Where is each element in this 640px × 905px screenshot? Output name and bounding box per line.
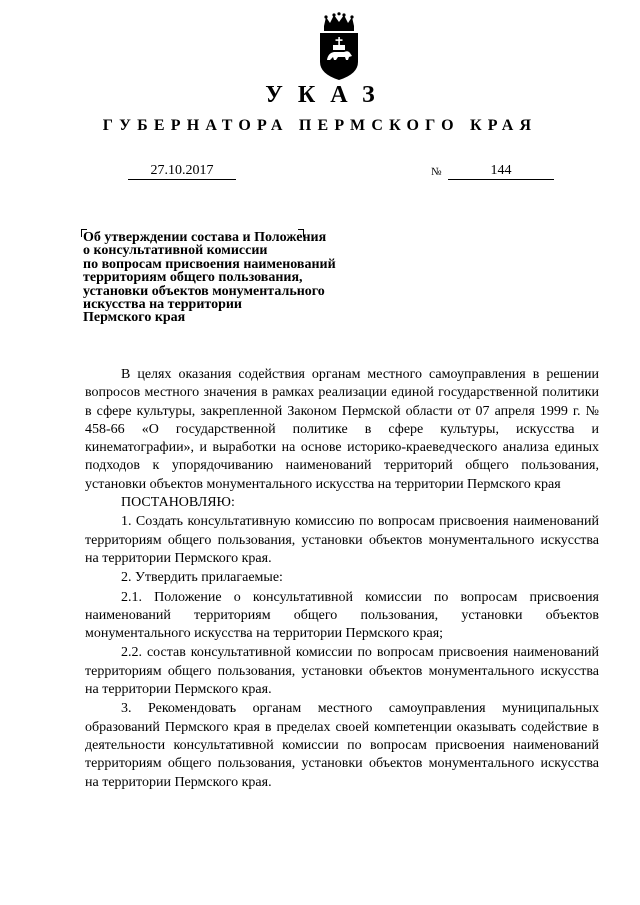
subject-line: искусства на территории <box>83 297 242 313</box>
subject-line: по вопросам присвоения наименований <box>83 256 336 272</box>
document-date: 27.10.2017 <box>128 162 236 180</box>
subject-line: территориям общего пользования, <box>83 270 303 286</box>
subject-line: Пермского края <box>83 310 186 326</box>
document-number: 144 <box>448 162 554 180</box>
document-body <box>85 366 599 792</box>
subject-line: о консультативной комиссии <box>83 243 268 259</box>
decree-heading: ПОСТАНОВЛЯЮ: <box>121 495 235 511</box>
item-1-paragraph: 1. Создать консультативную комиссию по вопросам присвоения наименований территориям общего пользования, установки объектов монументального искусства на территории Пермского края. <box>85 514 599 566</box>
item-3-paragraph: 3. Рекомендовать органам местного самоуправления муниципальных образований Пермского края в пределах своей компетенции оказывать содействие в деятельности консультативной комиссии по вопросам присвоения наименований территориям общего пользования, установки объектов монументального искусства на территории Пермского края. <box>85 701 599 790</box>
item-2-2-paragraph: 2.2. состав консультативной комиссии по вопросам присвоения наименований территориям общего пользования, установки объектов монументального искусства на территории Пермского края. <box>85 645 599 698</box>
document-subject <box>83 231 383 325</box>
subject-line: Об утверждении состава и Положения <box>83 230 327 245</box>
preamble-paragraph: В целях оказания содействия органам местного самоуправления в решении вопросов местного значения в рамках реализации единой государственной политики в сфере культуры, закрепленной Законом Пермской области от 07 апреля 1999 г. № 458-66 «О государственной политике в сфере культуры, искусства и кинематографии», и выработки на основе историко-краеведческого анализа единых подходов к упорядочиванию наименований территорий общего пользования, установки объектов монументального искусства на территории Пермского края <box>85 367 599 492</box>
subject-line: установки объектов монументального <box>83 283 325 299</box>
perm-krai-coat-of-arms-icon <box>314 12 364 82</box>
item-2-paragraph: 2. Утвердить прилагаемые: <box>121 570 283 586</box>
number-sign: № <box>431 166 442 178</box>
document-title: УКАЗ <box>265 82 390 108</box>
item-2-1-paragraph: 2.1. Положение о консультативной комиссии по вопросам присвоения наименований территориям общего пользования, установки объектов монументального искусства на территории Пермского края; <box>85 589 599 642</box>
document-subtitle: ГУБЕРНАТОРА ПЕРМСКОГО КРАЯ <box>102 117 538 134</box>
